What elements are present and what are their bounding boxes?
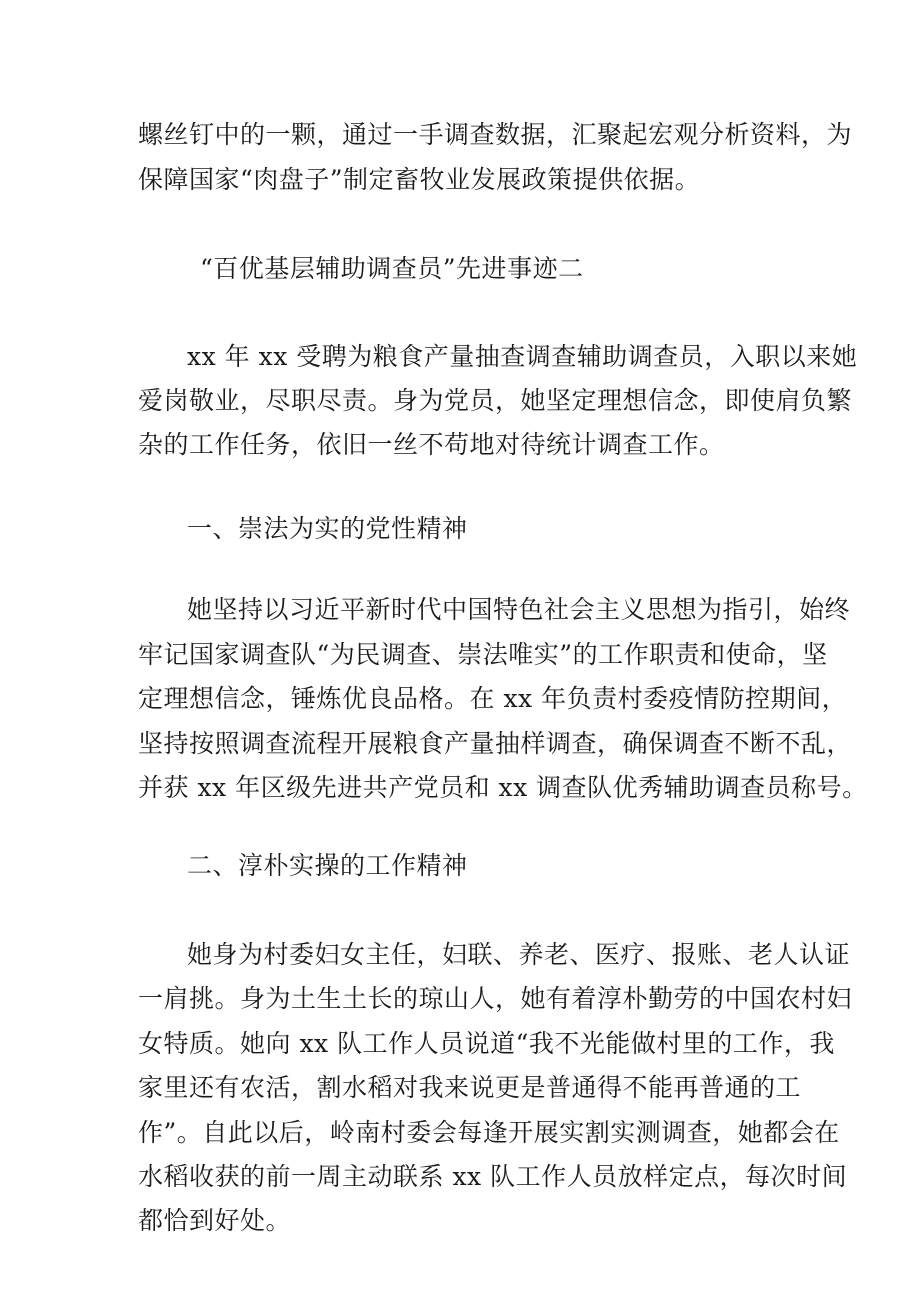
paragraph-line: 她身为村委妇女主任，妇联、养老、医疗、报账、老人认证 [187,940,851,969]
paragraph-line: 作”。自此以后，岭南村委会每逢开展实割实测调查，她都会在 [138,1118,840,1147]
paragraph-line: 家里还有农活，割水稻对我来说更是普通得不能再普通的工 [138,1073,802,1102]
paragraph-line: 螺丝钉中的一颗，通过一手调查数据，汇聚起宏观分析资料，为 [138,120,853,149]
subsection-heading: 一、崇法为实的党性精神 [187,514,468,543]
paragraph-line: 都恰到好处。 [138,1206,292,1235]
paragraph-line: 爱岗敬业，尽职尽责。身为党员，她坚定理想信念，即使肩负繁 [138,386,853,415]
paragraph-line: 水稻收获的前一周主动联系 xx 队工作人员放样定点，每次时间 [138,1162,848,1191]
paragraph-line: 牢记国家调查队“为民调查、崇法唯实”的工作职责和使命，坚 [138,640,828,669]
paragraph-line: 坚持按照调查流程开展粮食产量抽样调查，确保调查不断不乱， [138,729,853,758]
paragraph-line: 定理想信念，锤炼优良品格。在 xx 年负责村委疫情防控期间， [138,684,848,713]
paragraph-line: 杂的工作任务，依旧一丝不苟地对待统计调查工作。 [138,430,725,459]
subsection-heading: 二、淳朴实操的工作精神 [187,851,468,880]
section-title: “百优基层辅助调查员”先进事迹二 [200,254,584,283]
paragraph-line: 女特质。她向 xx 队工作人员说道“我不光能做村里的工作，我 [138,1029,835,1058]
paragraph-line: 一肩挑。身为土生土长的琼山人，她有着淳朴勤劳的中国农村妇 [138,984,853,1013]
paragraph-line: 并获 xx 年区级先进共产党员和 xx 调查队优秀辅助调查员称号。 [138,773,868,802]
paragraph-line: xx 年 xx 受聘为粮食产量抽查调查辅助调查员，入职以来她 [187,342,858,371]
paragraph-line: 保障国家“肉盘子”制定畜牧业发展政策提供依据。 [138,165,701,194]
paragraph-line: 她坚持以习近平新时代中国特色社会主义思想为指引，始终 [187,595,851,624]
